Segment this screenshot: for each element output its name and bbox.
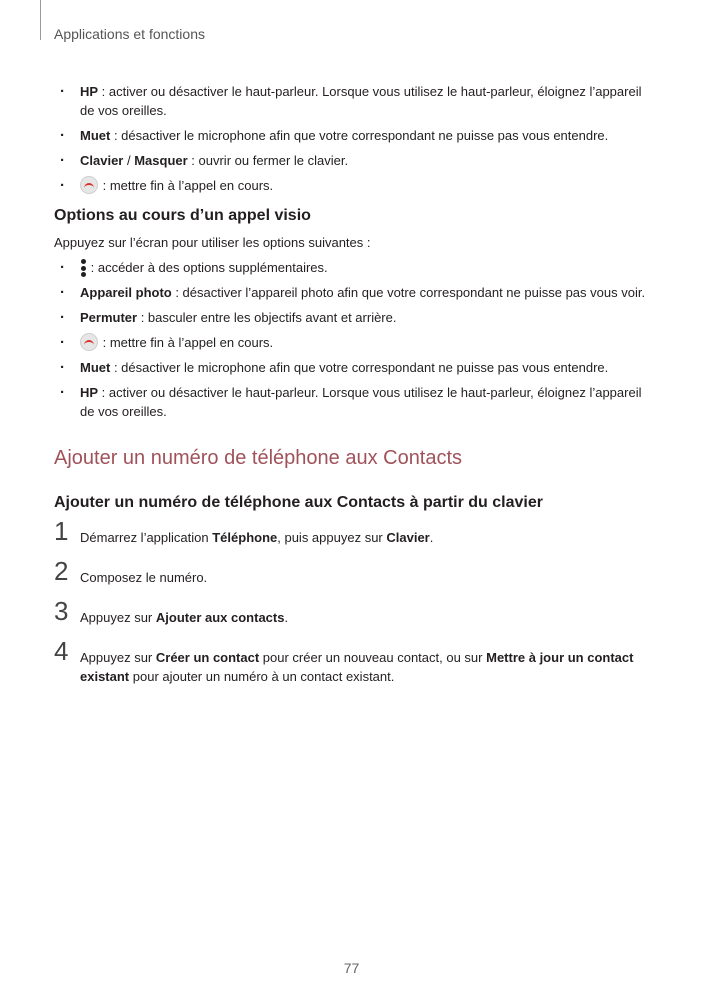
list-item xyxy=(54,151,654,170)
more-options-icon xyxy=(80,259,86,277)
option-name: Masquer xyxy=(134,153,188,168)
step-text: pour ajouter un numéro à un contact existant. xyxy=(129,669,395,684)
option-desc: : ouvrir ou fermer le clavier. xyxy=(187,153,349,168)
video-call-intro: Appuyez sur l’écran pour utiliser les options suivantes : xyxy=(54,235,371,250)
option-name: HP xyxy=(80,385,99,400)
option-name: Permuter xyxy=(80,310,138,325)
end-call-icon xyxy=(80,176,98,194)
subsection-title: Ajouter un numéro de téléphone aux Contacts à partir du clavier xyxy=(54,494,543,511)
video-options-list xyxy=(54,258,654,421)
step-text: Composez le numéro. xyxy=(80,570,208,585)
step-bold: Mettre à jour un contact existant xyxy=(80,650,634,684)
step-1 xyxy=(54,516,654,547)
step-text: Appuyez sur xyxy=(80,610,156,625)
step-text: Appuyez sur xyxy=(80,650,156,665)
step-number: 2 xyxy=(54,556,69,586)
option-desc: : activer ou désactiver le haut-parleur. Lorsque vous utilisez le haut-parleur, éloignez l’appareil de vos oreilles. xyxy=(80,84,642,118)
page-content xyxy=(54,82,654,707)
section-title: Ajouter un numéro de téléphone aux Contacts xyxy=(54,447,463,469)
list-item xyxy=(54,176,654,195)
option-desc: : basculer entre les objectifs avant et arrière. xyxy=(137,310,397,325)
separator: / xyxy=(123,153,135,168)
list-item xyxy=(54,383,654,421)
header-rule xyxy=(40,0,41,40)
step-bold: Téléphone xyxy=(212,530,278,545)
list-item xyxy=(54,308,654,327)
option-desc: : désactiver l’appareil photo afin que votre correspondant ne puisse pas vous voir. xyxy=(171,285,646,300)
option-desc: : désactiver le microphone afin que votre correspondant ne puisse pas vous entendre. xyxy=(110,360,609,375)
option-name: Clavier xyxy=(80,153,124,168)
list-item xyxy=(54,358,654,377)
list-item xyxy=(54,333,654,352)
step-text: . xyxy=(429,530,434,545)
header-title: Applications et fonctions xyxy=(54,26,205,42)
option-name: HP xyxy=(80,84,99,99)
option-desc: : désactiver le microphone afin que votre correspondant ne puisse pas vous entendre. xyxy=(110,128,609,143)
step-bold: Ajouter aux contacts xyxy=(155,610,285,625)
page-number: 77 xyxy=(343,960,360,976)
step-text: Démarrez l’application xyxy=(80,530,213,545)
step-number: 3 xyxy=(54,596,69,626)
step-text: pour créer un nouveau contact, ou sur xyxy=(259,650,487,665)
step-3 xyxy=(54,596,654,627)
call-options-list xyxy=(54,82,654,195)
end-call-icon xyxy=(80,333,98,351)
step-number: 1 xyxy=(54,516,69,546)
option-desc: : activer ou désactiver le haut-parleur. Lorsque vous utilisez le haut-parleur, éloignez l’appareil de vos oreilles. xyxy=(80,385,642,419)
step-number: 4 xyxy=(54,636,69,666)
option-name: Muet xyxy=(80,360,111,375)
video-call-heading: Options au cours d’un appel visio xyxy=(54,207,311,224)
option-desc: : accéder à des options supplémentaires. xyxy=(87,260,328,275)
step-bold: Créer un contact xyxy=(155,650,260,665)
option-name: Appareil photo xyxy=(80,285,172,300)
option-desc: : mettre fin à l’appel en cours. xyxy=(99,335,274,350)
list-item xyxy=(54,283,654,302)
step-text: , puis appuyez sur xyxy=(277,530,387,545)
step-text: . xyxy=(284,610,289,625)
list-item xyxy=(54,82,654,120)
option-desc: : mettre fin à l’appel en cours. xyxy=(99,178,274,193)
option-name: Muet xyxy=(80,128,111,143)
step-4 xyxy=(54,636,654,686)
step-bold: Clavier xyxy=(386,530,430,545)
step-2 xyxy=(54,556,654,587)
list-item xyxy=(54,258,654,277)
list-item xyxy=(54,126,654,145)
